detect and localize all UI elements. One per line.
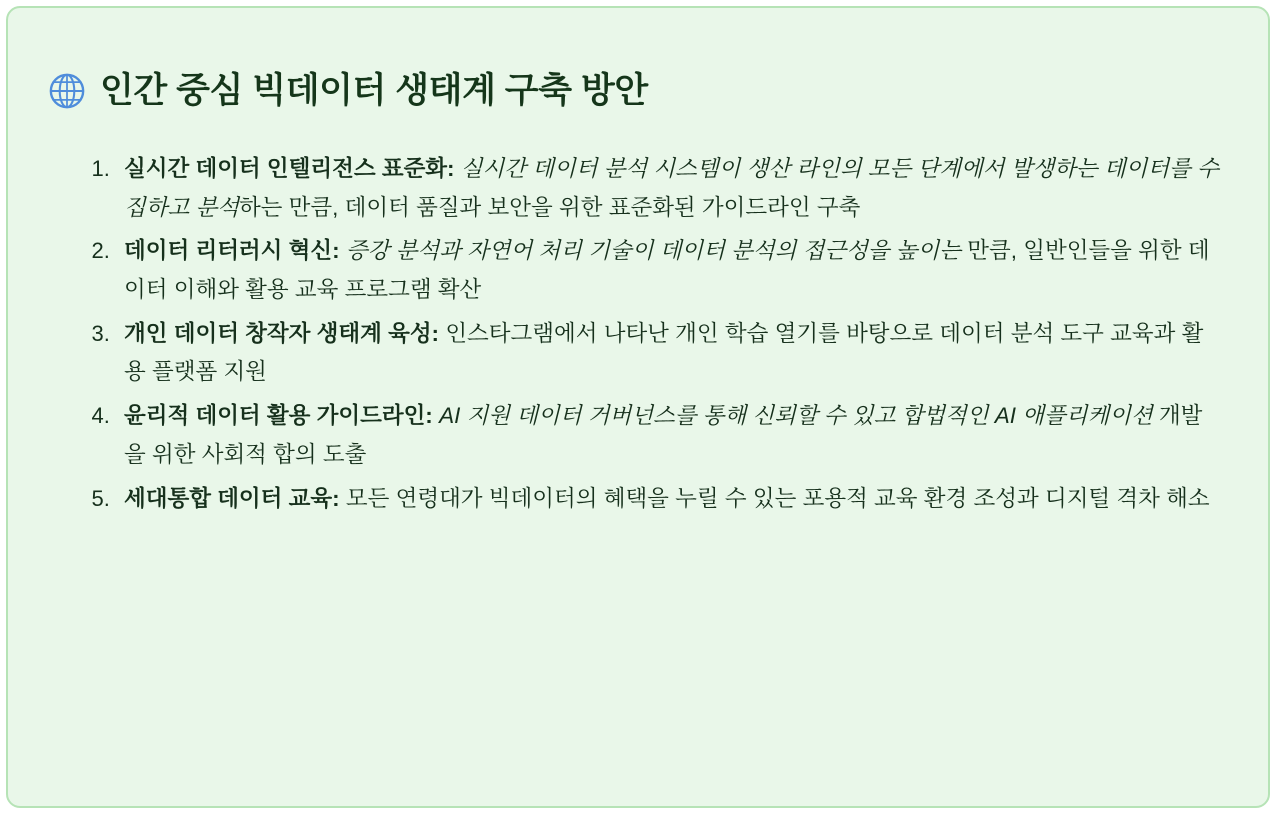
page-title xyxy=(48,70,1238,112)
list-item-rest: 하는 만큼, 데이터 품질과 보안을 위한 표준화된 가이드라인 구축 xyxy=(238,194,861,220)
list-item-emphasis: 실시간 데이터 분석 시스템이 생산 라인의 모든 단계에서 발생하는 데이터를 수집하고 분석 xyxy=(124,156,1219,220)
recommendation-list xyxy=(44,150,1238,518)
list-item-rest: 만큼, 일반인들을 위한 데이터 이해와 활용 교육 프로그램 확산 xyxy=(124,238,1210,303)
list-item-lead: 데이터 리터러시 혁신: xyxy=(124,238,340,264)
globe-icon xyxy=(48,72,86,110)
list-item xyxy=(116,315,1220,392)
list-item-lead: 윤리적 데이터 활용 가이드라인: xyxy=(124,403,433,429)
page-title-text: 인간 중심 빅데이터 생태계 구축 방안 xyxy=(100,71,648,110)
list-item-emphasis: 증강 분석과 자연어 처리 기술이 데이터 분석의 접근성을 높이는 xyxy=(339,238,961,264)
list-item-rest: 모든 연령대가 빅데이터의 혜택을 누릴 수 있는 포용적 교육 환경 조성과 디지털 격차 해소 xyxy=(339,485,1210,511)
list-item-lead: 세대통합 데이터 교육: xyxy=(124,485,340,511)
list-item-lead: 실시간 데이터 인텔리전스 표준화: xyxy=(124,156,455,181)
content-card xyxy=(6,6,1270,808)
list-item-rest: 인스타그램에서 나타난 개인 학습 열기를 바탕으로 데이터 분석 도구 교육과 활용 플랫폼 지원 xyxy=(124,320,1204,385)
card-inner xyxy=(8,8,1268,543)
list-item xyxy=(116,232,1220,309)
list-item xyxy=(116,150,1220,227)
list-item xyxy=(116,397,1220,474)
list-item xyxy=(116,480,1220,519)
list-item-rest: 개발을 위한 사회적 합의 도출 xyxy=(124,403,1203,467)
list-item-lead: 개인 데이터 창작자 생태계 육성: xyxy=(124,320,440,346)
list-item-emphasis: AI 지원 데이터 거버넌스를 통해 신뢰할 수 있고 합법적인 AI 애플리케이션 xyxy=(432,403,1153,429)
